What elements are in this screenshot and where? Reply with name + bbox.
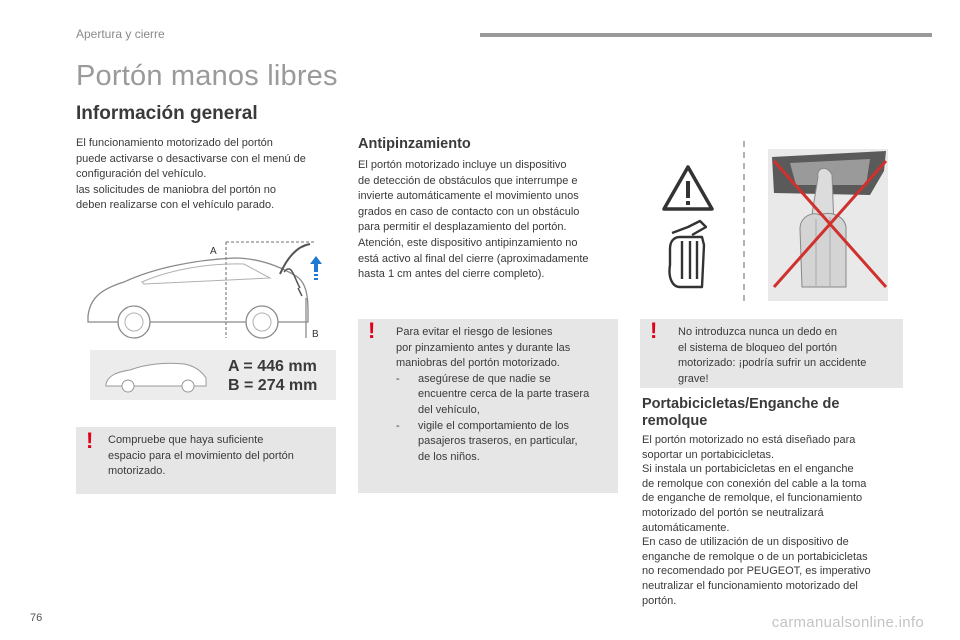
antipinch-line: El portón motorizado incluye un dispositivo: [358, 159, 567, 171]
antipinch-heading: Antipinzamiento: [358, 136, 471, 152]
bullet-line: del vehículo,: [418, 403, 480, 416]
bullet-line: encuentre cerca de la parte trasera: [418, 388, 590, 401]
warning-line: Compruebe que haya suficiente: [108, 434, 264, 446]
warning-line: espacio para el movimiento del portón: [108, 449, 294, 462]
warning-bullet: [396, 372, 614, 419]
header-rule: [480, 33, 932, 37]
bike-line: de remolque con conexión del cable a la toma: [642, 477, 867, 490]
antipinch-line: Atención, este dispositivo antipinzamiento no: [358, 236, 578, 249]
car-thumbnail: [102, 356, 212, 396]
section-label: Apertura y cierre: [76, 27, 165, 41]
bike-line: enganche de remolque o de un portabicicletas: [642, 550, 868, 563]
warning-exclamation-icon: !: [650, 318, 658, 343]
bike-line: Si instala un portabicicletas en el enganche: [642, 463, 854, 476]
warning-line: motorizado.: [108, 465, 166, 478]
warning-line: grave!: [678, 372, 709, 385]
antipinch-line: hasta 1 cm antes del cierre completo).: [358, 268, 545, 281]
page-number: 76: [30, 612, 43, 624]
bullet-line: vigile el comportamiento de los: [418, 419, 570, 432]
bike-line: portón.: [642, 594, 677, 607]
bullet-dash: -: [396, 419, 400, 432]
dimensions-panel: [90, 350, 336, 400]
bullet-line: de los niños.: [418, 450, 480, 463]
bike-heading-line: Portabicicletas/Enganche de: [642, 396, 840, 412]
antipinch-line: de detección de obstáculos que interrumpe e: [358, 174, 578, 187]
finger-warning-illustration: [640, 137, 902, 307]
bike-line: El portón motorizado no está diseñado para: [642, 434, 856, 446]
general-line: deben realizarse con el vehículo parado.: [76, 199, 275, 212]
label-a: A: [210, 246, 217, 257]
warning-exclamation-icon: !: [368, 318, 376, 343]
bike-line: soportar un portabicicletas.: [642, 448, 775, 461]
dim-a: A = 446 mm: [228, 358, 317, 375]
bike-line: neutralizar el funcionamiento motorizado del: [642, 579, 858, 592]
antipinch-line: para permitir el desplazamiento del portón.: [358, 221, 567, 234]
bike-line: En caso de utilización de un dispositivo de: [642, 536, 849, 549]
antipinch-line: está activo al final del cierre (aproximadamente: [358, 252, 589, 265]
bike-line: no recomendado por PEUGEOT, es imperativo: [642, 565, 871, 578]
bullet-line: pasajeros traseros, en particular,: [418, 435, 578, 448]
antipinch-line: invierte automáticamente el movimiento unos: [358, 190, 579, 203]
warning-line: motorizado: ¡podría sufrir un accidente: [678, 357, 867, 370]
warning-line: Para evitar el riesgo de lesiones: [396, 326, 553, 338]
label-b: B: [312, 329, 319, 340]
bullet-dash: -: [396, 372, 400, 385]
antipinch-line: grados en caso de contacto con un obstáculo: [358, 205, 580, 218]
bullet-line: asegúrese de que nadie se: [418, 372, 551, 385]
warning-space-panel: [76, 427, 336, 494]
warning-exclamation-icon: !: [86, 428, 94, 453]
watermark: carmanualsonline.info: [771, 614, 924, 631]
warning-finger-panel: [640, 319, 903, 388]
general-line: configuración del vehículo.: [76, 168, 207, 181]
bike-heading: [642, 396, 839, 430]
bike-line: de enganche de remolque, el funcionamiento: [642, 492, 863, 505]
general-line: puede activarse o desactivarse con el menú de: [76, 152, 306, 165]
general-heading: Información general: [76, 103, 258, 124]
warning-line: No introduzca nunca un dedo en: [678, 326, 838, 338]
page-title: Portón manos libres: [76, 60, 338, 92]
warning-bullet: [396, 419, 614, 466]
warning-line: el sistema de bloqueo del portón: [678, 341, 837, 354]
bike-text: [642, 433, 912, 608]
dim-b: B = 274 mm: [228, 377, 318, 394]
car-side-diagram: [84, 238, 334, 344]
warning-line: maniobras del portón motorizado.: [396, 357, 560, 370]
antipinch-text: [358, 158, 628, 283]
bike-heading-line: remolque: [642, 413, 708, 429]
warning-pinch-panel: [358, 319, 618, 493]
warning-line: por pinzamiento antes y durante las: [396, 341, 571, 354]
bike-line: motorizado del portón se neutralizará: [642, 506, 824, 519]
general-line: El funcionamiento motorizado del portón: [76, 137, 273, 149]
general-text: [76, 136, 346, 214]
general-line: las solicitudes de maniobra del portón no: [76, 183, 276, 196]
bike-line: automáticamente.: [642, 521, 730, 534]
